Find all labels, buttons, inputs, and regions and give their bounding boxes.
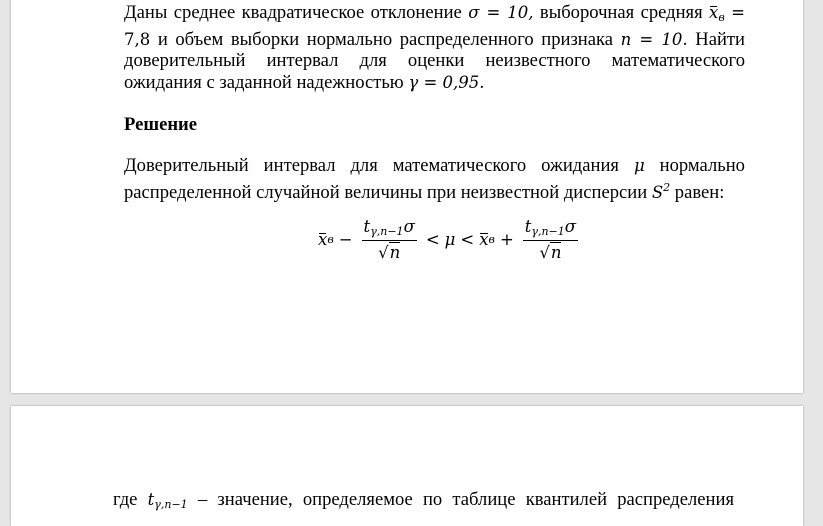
solution-text-part: нормально распределенной случайной величины при неизвестной дисперсии [124,155,745,203]
document-page-1 [11,0,803,393]
solution-text-part: Доверительный интервал для математического ожидания [124,155,619,176]
footer-text: – значение, определяемое по таблице квантилей распределения [197,489,734,510]
problem-text: и объем выборки нормально распределенного признака [157,28,614,50]
solution-heading: Решение [124,114,197,135]
problem-statement [124,2,745,93]
formula-xbar-subscript: в [488,232,495,246]
sqrt-symbol: √ [378,242,389,262]
problem-text: Даны среднее квадратическое отклонение [124,2,462,23]
formula-xbar: x [318,229,328,249]
xbar-subscript: в [718,11,725,24]
n-symbol: n [389,242,401,262]
t-subscript: γ,n−1 [370,224,404,238]
t-subscript: γ,n−1 [154,498,188,511]
footer-text: где [113,489,138,510]
quantile-explanation [113,489,734,511]
formula-xbar-subscript: в [327,232,334,246]
gamma-value: γ = 0,95. [408,72,485,92]
sigma-symbol: σ [403,216,415,236]
fraction-right [523,217,578,262]
sigma-value: σ = 10, [468,3,534,22]
fraction-left [362,217,417,262]
t-symbol: t [363,216,371,236]
problem-text: доверительный интервал для оценки неизвестного математического ожидания [124,50,745,93]
t-subscript: γ,n−1 [531,224,565,238]
sqrt-symbol: √ [539,242,550,262]
sigma-symbol: σ [564,216,577,236]
t-symbol: t [524,216,532,236]
formula-xbar: x [479,229,489,249]
t-symbol: t [147,490,155,509]
equals-sign: = [731,3,745,22]
n-value: n = 10. [620,29,688,49]
formula-mu: μ [444,229,456,249]
n-symbol: n [550,242,562,262]
less-than-sign: < [460,229,475,249]
xbar-value: 7,8 [124,29,151,49]
variance-symbol: $S^2$ [651,180,671,202]
confidence-interval-formula [318,209,582,269]
problem-text: выборочная средняя [539,2,703,23]
less-than-sign: < [425,229,440,249]
xbar-symbol: x [709,3,719,22]
minus-sign: − [338,229,353,249]
solution-text [124,155,745,203]
problem-text: Найти [695,28,745,50]
mu-symbol: μ [633,156,645,175]
plus-sign: + [499,229,514,249]
problem-text: с заданной надежностью [206,71,404,93]
solution-text-part: равен: [674,181,725,203]
